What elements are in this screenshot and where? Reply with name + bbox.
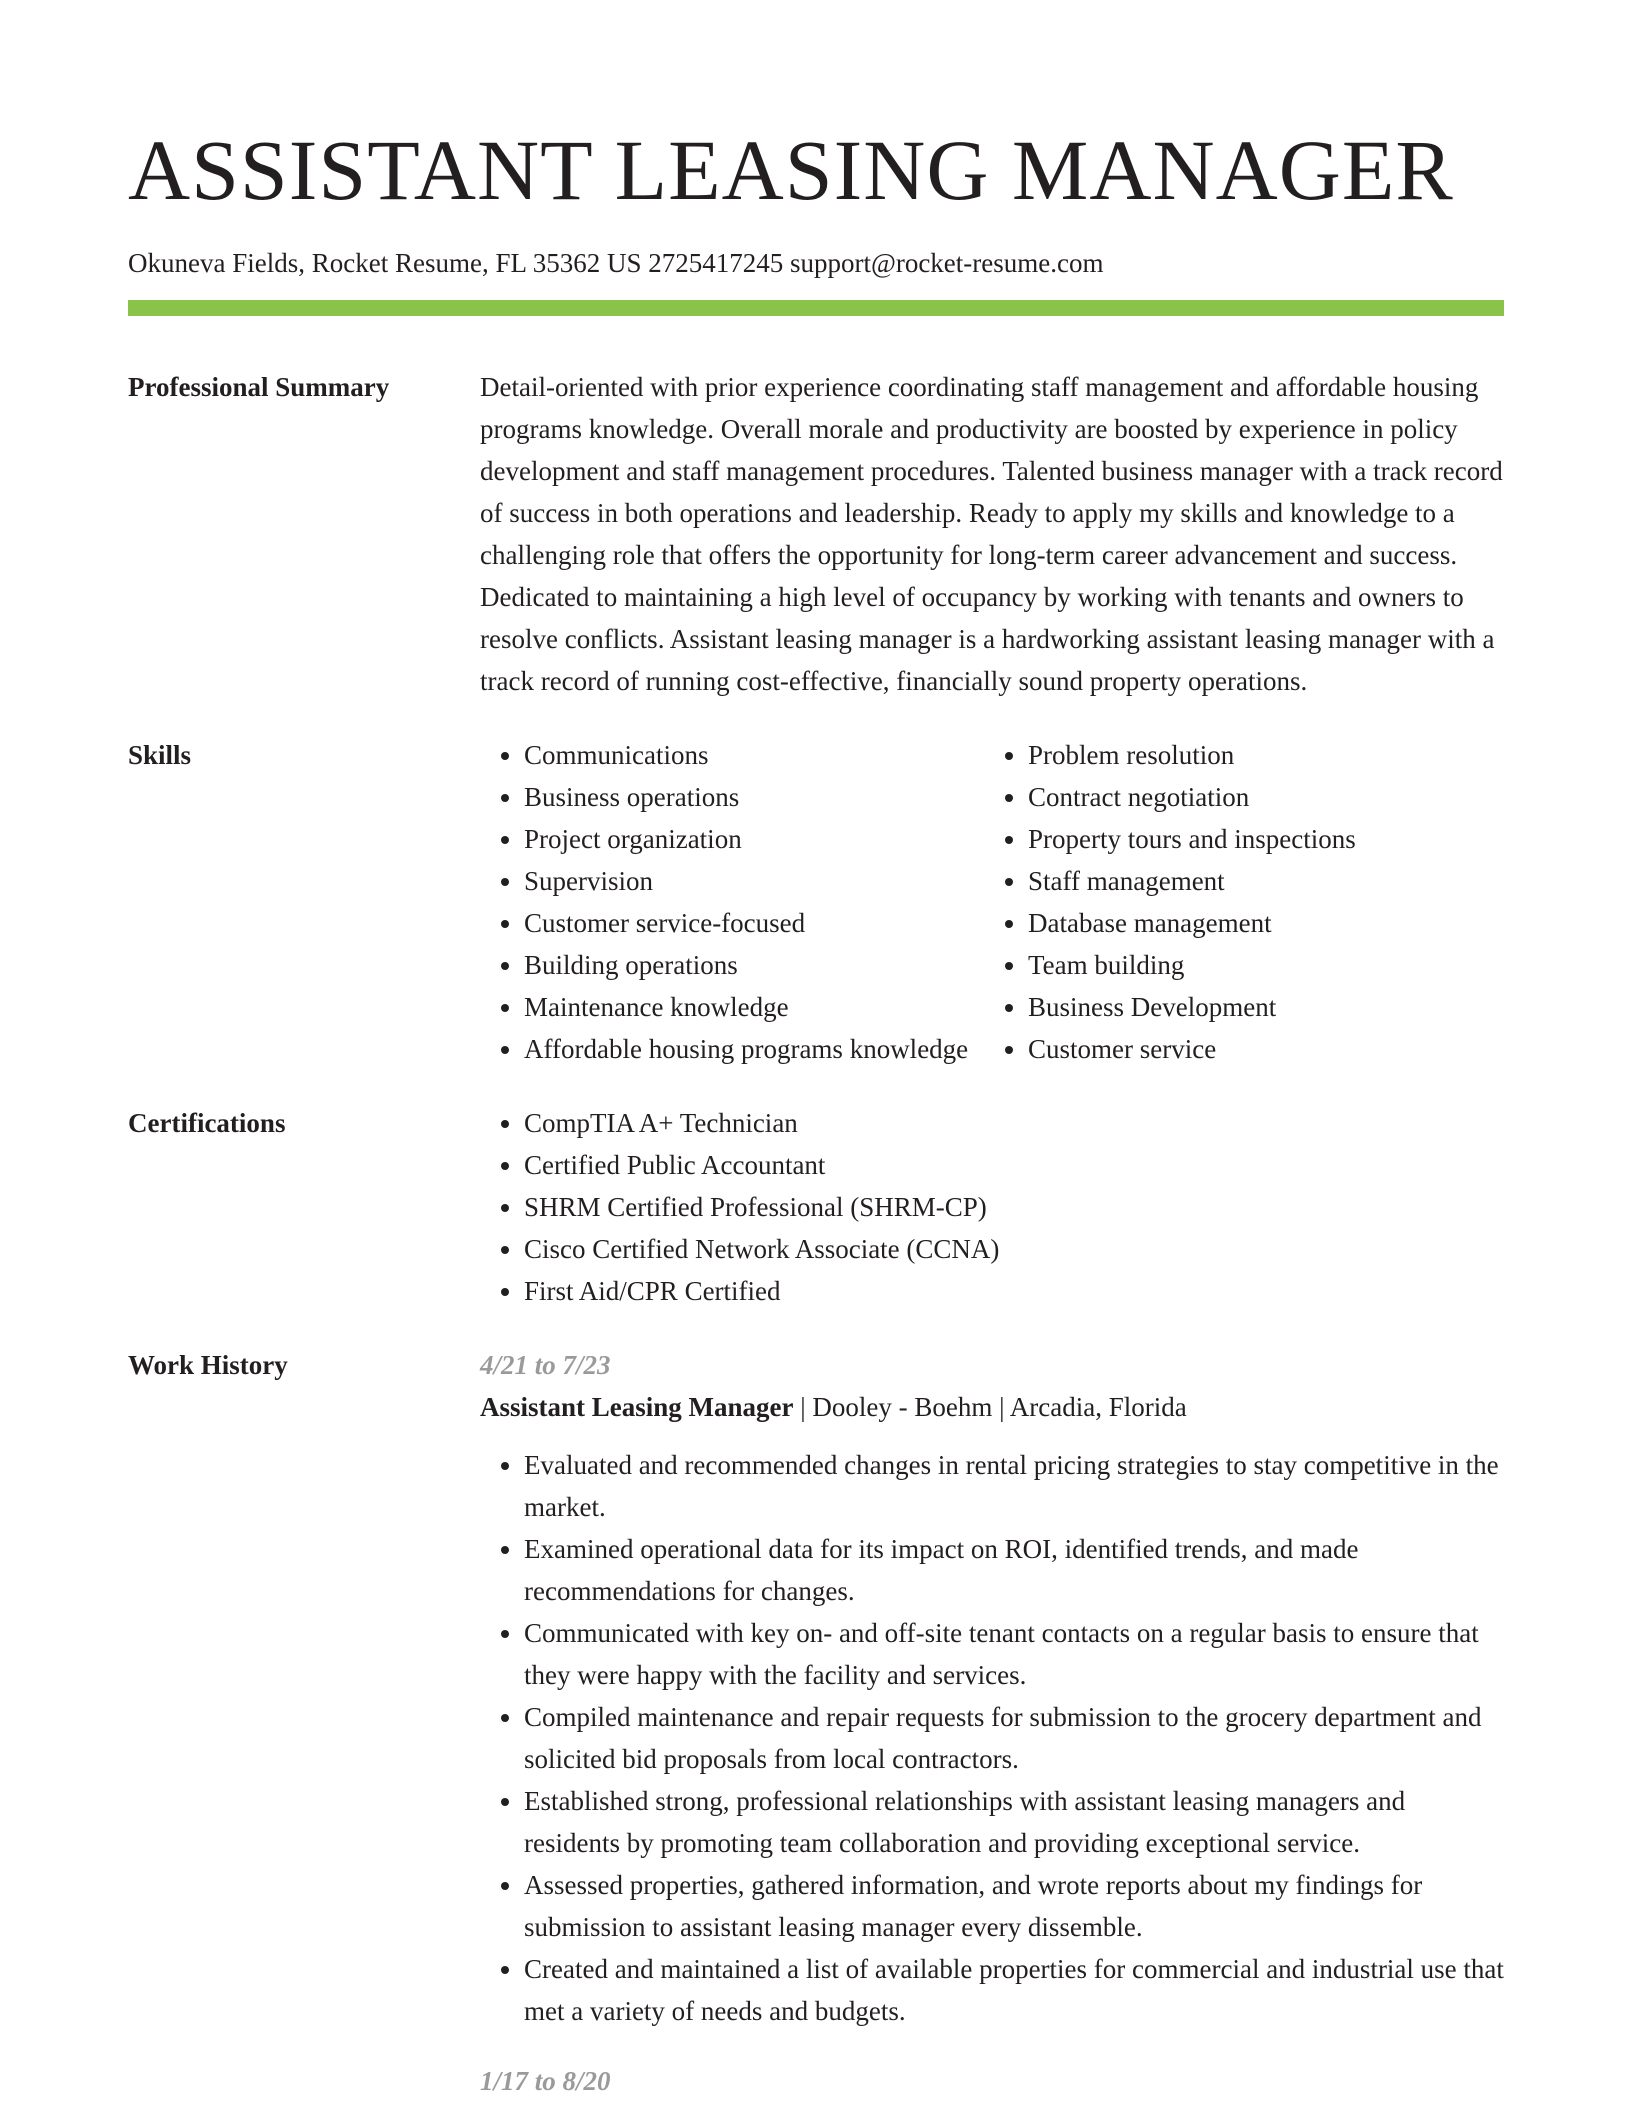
job-title: Assistant Leasing Manager [480, 1392, 794, 1422]
job-dates: 1/17 to 8/20 [480, 2066, 611, 2096]
job-entry [480, 2060, 1504, 2102]
skill-item: • Team building [1028, 944, 1488, 986]
certification-item: • First Aid/CPR Certified [524, 1270, 1504, 1312]
job-bullet: • Assessed properties, gathered information, and wrote reports about my findings for submission to assistant leasing manager every dissemble. [524, 1864, 1504, 1948]
skills-list-left [480, 734, 984, 1070]
header-divider [128, 300, 1504, 316]
skills-column-left [480, 734, 984, 1070]
skill-item: • Contract negotiation [1028, 776, 1488, 818]
certifications-list [480, 1102, 1504, 1312]
skills-column-right [984, 734, 1488, 1070]
skill-item: • Business operations [524, 776, 984, 818]
skills-section [128, 734, 1504, 1070]
skill-item: • Problem resolution [1028, 734, 1488, 776]
section-label-work-history: Work History [128, 1350, 288, 1380]
work-history-body [480, 1344, 1504, 2102]
skill-item: • Business Development [1028, 986, 1488, 1028]
certification-item: • Certified Public Accountant [524, 1144, 1504, 1186]
certification-item: • CompTIA A+ Technician [524, 1102, 1504, 1144]
job-bullet-list [480, 1444, 1504, 2032]
skills-columns [480, 734, 1504, 1070]
job-bullet: • Examined operational data for its impact on ROI, identified trends, and made recommendations for changes. [524, 1528, 1504, 1612]
job-heading [480, 1386, 1504, 1428]
skill-item: • Affordable housing programs knowledge [524, 1028, 984, 1070]
certification-item: • Cisco Certified Network Associate (CCNA) [524, 1228, 1504, 1270]
work-history-section [128, 1344, 1504, 2102]
skill-item: • Customer service-focused [524, 902, 984, 944]
skills-body [480, 734, 1504, 1070]
skill-item: • Supervision [524, 860, 984, 902]
job-bullet: • Communicated with key on- and off-site tenant contacts on a regular basis to ensure that they were happy with the facility and services. [524, 1612, 1504, 1696]
job-dates: 4/21 to 7/23 [480, 1350, 611, 1380]
contact-line: Okuneva Fields, Rocket Resume, FL 35362 US 2725417245 support@rocket-resume.com [128, 248, 1104, 278]
skill-item: • Database management [1028, 902, 1488, 944]
certification-item: • SHRM Certified Professional (SHRM-CP) [524, 1186, 1504, 1228]
job-bullet: • Established strong, professional relationships with assistant leasing managers and residents by promoting team collaboration and providing exceptional service. [524, 1780, 1504, 1864]
skill-item: • Property tours and inspections [1028, 818, 1488, 860]
resume-title: ASSISTANT LEASING MANAGER [128, 122, 1454, 218]
resume-page [128, 0, 1504, 2102]
section-label-certifications: Certifications [128, 1108, 286, 1138]
skill-item: • Customer service [1028, 1028, 1488, 1070]
job-bullet: • Evaluated and recommended changes in rental pricing strategies to stay competitive in the market. [524, 1444, 1504, 1528]
skill-item: • Staff management [1028, 860, 1488, 902]
skill-item: • Project organization [524, 818, 984, 860]
job-bullet: • Created and maintained a list of available properties for commercial and industrial use that met a variety of needs and budgets. [524, 1948, 1504, 2032]
skill-item: • Building operations [524, 944, 984, 986]
job-entry [480, 1344, 1504, 2032]
summary-section [128, 366, 1504, 702]
skills-list-right [984, 734, 1488, 1070]
skill-item: • Maintenance knowledge [524, 986, 984, 1028]
section-label-skills: Skills [128, 740, 192, 770]
job-employer-location: | Dooley - Boehm | Arcadia, Florida [793, 1392, 1187, 1422]
section-label-summary: Professional Summary [128, 372, 390, 402]
summary-text: Detail-oriented with prior experience coordinating staff management and affordable housing programs knowledge. Overall morale and productivity are boosted by experience in policy development and staff management procedures. Talented business manager with a track record of success in both operations and leadership. Ready to apply my skills and knowledge to a challenging role that offers the opportunity for long-term career advancement and success. Dedicated to maintaining a high level of occupancy by working with tenants and owners to resolve conflicts. Assistant leasing manager is a hardworking assistant leasing manager with a track record of running cost-effective, financially sound property operations. [480, 372, 1503, 696]
job-bullet: • Compiled maintenance and repair requests for submission to the grocery department and solicited bid proposals from local contractors. [524, 1696, 1504, 1780]
certifications-body [480, 1102, 1504, 1312]
skill-item: • Communications [524, 734, 984, 776]
certifications-section [128, 1102, 1504, 1312]
